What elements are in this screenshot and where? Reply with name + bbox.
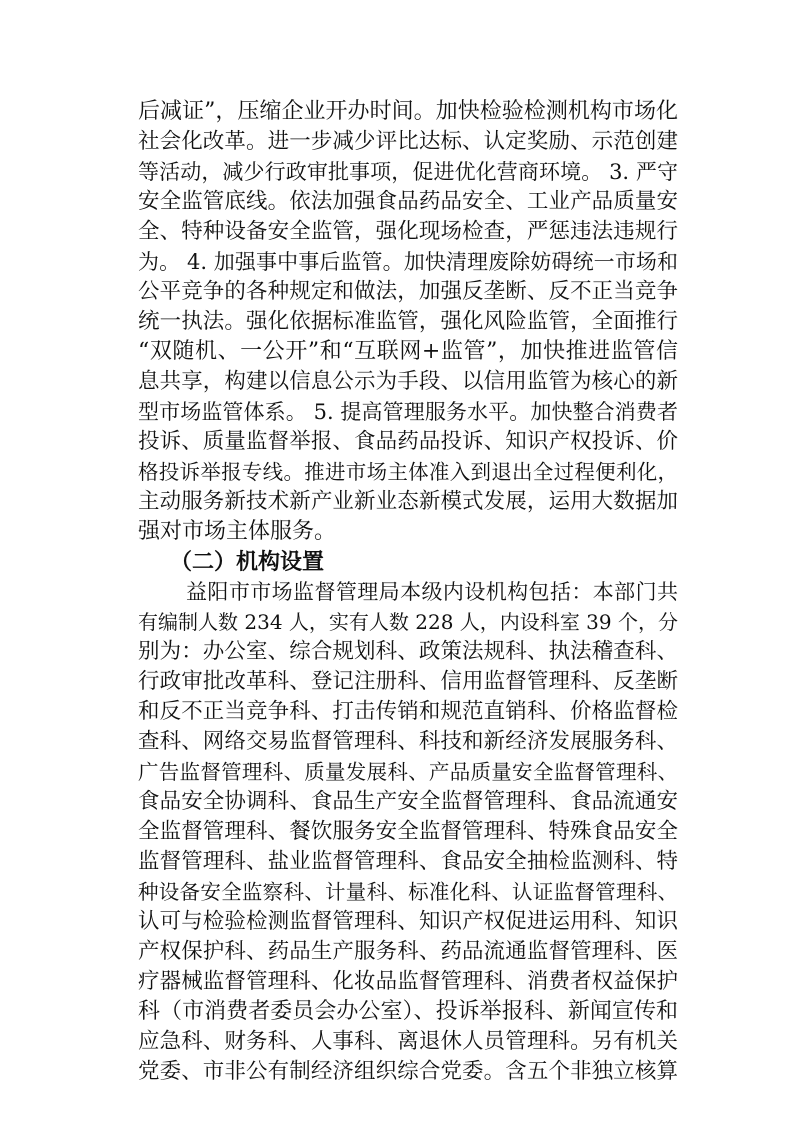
paragraph-line: 有编制人数 234 人，实有人数 228 人，内设科室 39 个，分	[138, 610, 678, 634]
paragraph-line: 益阳市市场监督管理局本级内设机构包括：本部门共	[186, 580, 678, 604]
paragraph-line: 行政审批改革科、登记注册科、信用监督管理科、反垄断	[138, 669, 678, 694]
paragraph-line: 和反不正当竞争科、打击传销和规范直销科、价格监督检	[138, 699, 678, 724]
paragraph-line: 查科、网络交易监督管理科、科技和新经济发展服务科、	[138, 729, 678, 754]
paragraph-line: 别为：办公室、综合规划科、政策法规科、执法稽查科、	[138, 639, 678, 664]
paragraph-line: 为。 4. 加强事中事后监管。加快清理废除妨碍统一市场和	[138, 250, 678, 274]
paragraph-line: 种设备安全监察科、计量科、标准化科、认证监督管理科、	[138, 880, 678, 904]
paragraph-line: 认可与检验检测监督管理科、知识产权促进运用科、知识	[138, 909, 678, 934]
paragraph-line: 科（市消费者委员会办公室）、投诉举报科、新闻宣传和	[138, 999, 678, 1024]
paragraph-line: 强对市场主体服务。	[138, 519, 337, 544]
section-heading: （二）机构设置	[170, 549, 325, 575]
paragraph-line: 党委、市非公有制经济组织综合党委。含五个非独立核算	[138, 1059, 678, 1084]
paragraph-line: 广告监督管理科、质量发展科、产品质量安全监督管理科、	[138, 760, 678, 784]
paragraph-line: 统一执法。强化依据标准监管，强化风险监管，全面推行	[138, 309, 678, 334]
paragraph-line: 应急科、财务科、人事科、离退休人员管理科。另有机关	[138, 1029, 678, 1054]
paragraph-line: 食品安全协调科、食品生产安全监督管理科、食品流通安	[138, 789, 678, 814]
paragraph-line: 型市场监管体系。 5. 提高管理服务水平。加快整合消费者	[138, 400, 678, 424]
paragraph-line: 全、特种设备安全监管，强化现场检查，严惩违法违规行	[138, 219, 678, 244]
paragraph-line: 社会化改革。进一步减少评比达标、认定奖励、示范创建	[138, 129, 678, 154]
paragraph-line: “双随机、一公开”和“互联网+监管”，加快推进监管信	[138, 339, 678, 364]
paragraph-line: 安全监管底线。依法加强食品药品安全、工业产品质量安	[138, 189, 678, 214]
paragraph-line: 格投诉举报专线。推进市场主体准入到退出全过程便利化，	[138, 460, 678, 484]
paragraph-line: 后减证”，压缩企业开办时间。加快检验检测机构市场化	[138, 99, 678, 124]
paragraph-line: 全监督管理科、餐饮服务安全监督管理科、特殊食品安全	[138, 819, 678, 844]
paragraph-line: 等活动，减少行政审批事项，促进优化营商环境。 3. 严守	[138, 160, 678, 184]
paragraph-line: 主动服务新技术新产业新业态新模式发展，运用大数据加	[138, 489, 678, 514]
paragraph-line: 产权保护科、药品生产服务科、药品流通监督管理科、医	[138, 939, 678, 964]
paragraph-line: 疗器械监督管理科、化妆品监督管理科、消费者权益保护	[138, 969, 678, 994]
paragraph-line: 公平竞争的各种规定和做法，加强反垄断、反不正当竞争	[138, 279, 678, 304]
paragraph-line: 息共享，构建以信息公示为手段、以信用监管为核心的新	[138, 369, 678, 394]
paragraph-line: 投诉、质量监督举报、食品药品投诉、知识产权投诉、价	[138, 429, 678, 454]
paragraph-line: 监督管理科、盐业监督管理科、食品安全抽检监测科、特	[138, 849, 678, 874]
